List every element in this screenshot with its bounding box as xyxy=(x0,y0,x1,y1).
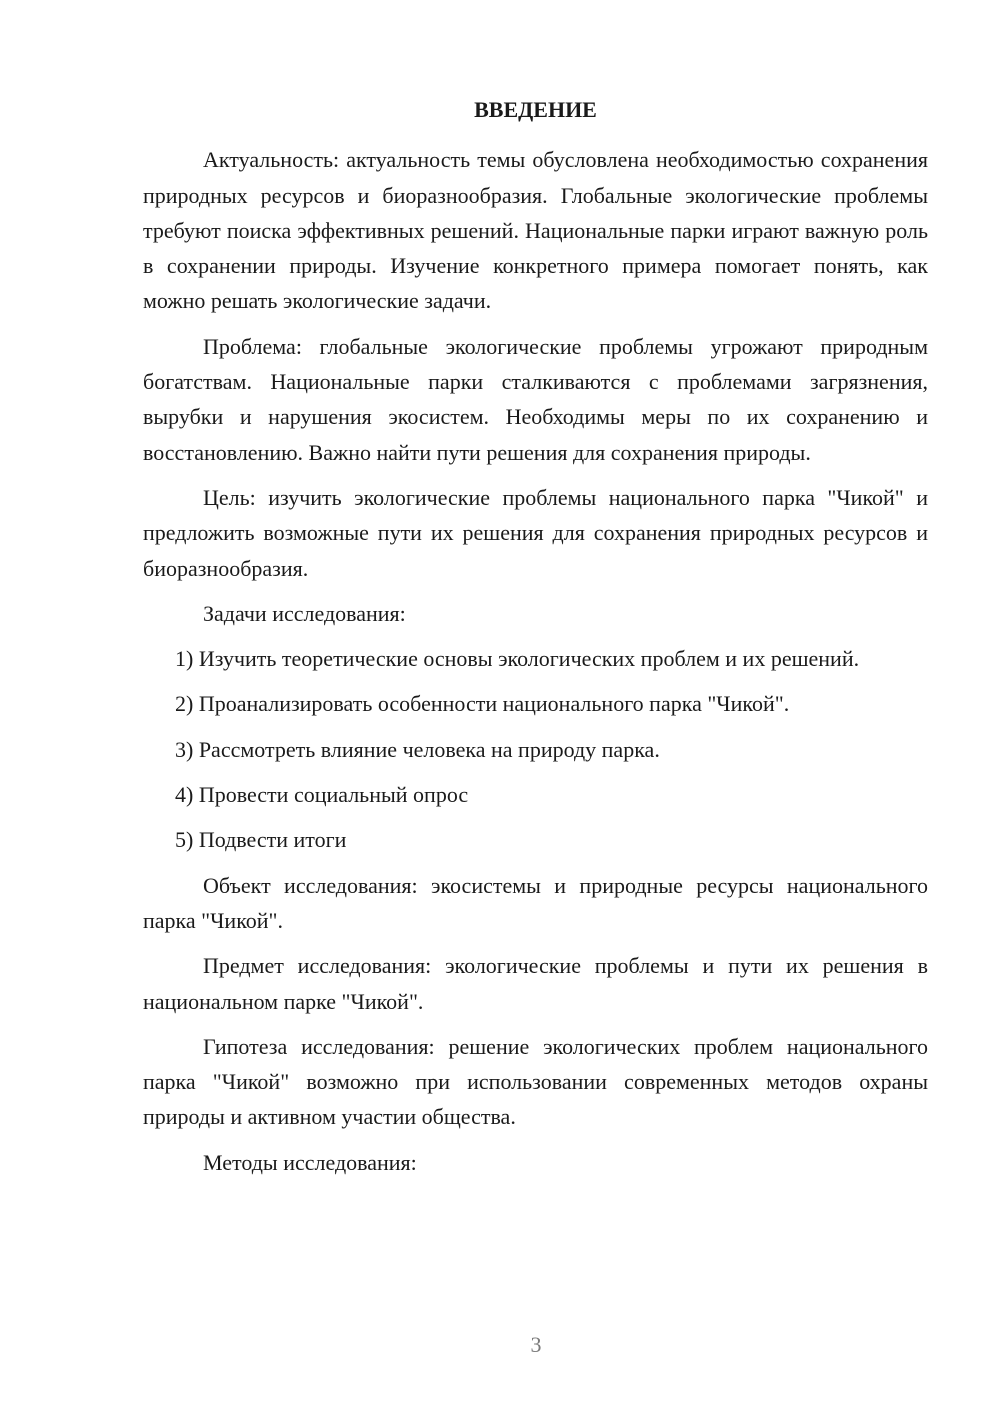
subject-paragraph: Предмет исследования: экологические проблемы и пути их решения в национальном парке "Чикой". xyxy=(143,953,928,1014)
task-item-1: 1) Изучить теоретические основы экологических проблем и их решений. xyxy=(175,646,860,672)
task-item-2: 2) Проанализировать особенности национального парка "Чикой". xyxy=(175,691,790,717)
tasks-heading: Задачи исследования: xyxy=(203,600,406,626)
goal-paragraph: Цель: изучить экологические проблемы национального парка "Чикой" и предложить возможные пути их решения для сохранения природных ресурсов и биоразнообразия. xyxy=(143,484,928,581)
hypothesis-paragraph: Гипотеза исследования: решение экологических проблем национального парка "Чикой" возможно при использовании современных методов охраны природы и активном участии общества. xyxy=(143,1033,928,1130)
task-item-5: 5) Подвести итоги xyxy=(175,827,347,853)
page-number: 3 xyxy=(530,1332,542,1357)
methods-heading: Методы исследования: xyxy=(203,1149,417,1175)
document-page xyxy=(143,92,928,1190)
problem-paragraph: Проблема: глобальные экологические проблемы угрожают природным богатствам. Национальные парки сталкиваются с проблемами загрязнения, вырубки и нарушения экосистем. Необходимы меры по их сохранению и восстановлению. Важно найти пути решения для сохранения природы. xyxy=(143,333,928,465)
task-item-4: 4) Провести социальный опрос xyxy=(175,782,469,808)
relevance-paragraph: Актуальность: актуальность темы обусловлена необходимостью сохранения природных ресурсов и биоразнообразия. Глобальные экологические проблемы требуют поиска эффективных решений. Национальные парки играют важную роль в сохранении природы. Изучение конкретного примера помогает понять, как можно решать экологические задачи. xyxy=(143,147,928,314)
object-paragraph: Объект исследования: экосистемы и природные ресурсы национального парка "Чикой". xyxy=(143,872,928,933)
page-title: ВВЕДЕНИЕ xyxy=(474,97,597,122)
task-item-3: 3) Рассмотреть влияние человека на природу парка. xyxy=(175,736,660,762)
